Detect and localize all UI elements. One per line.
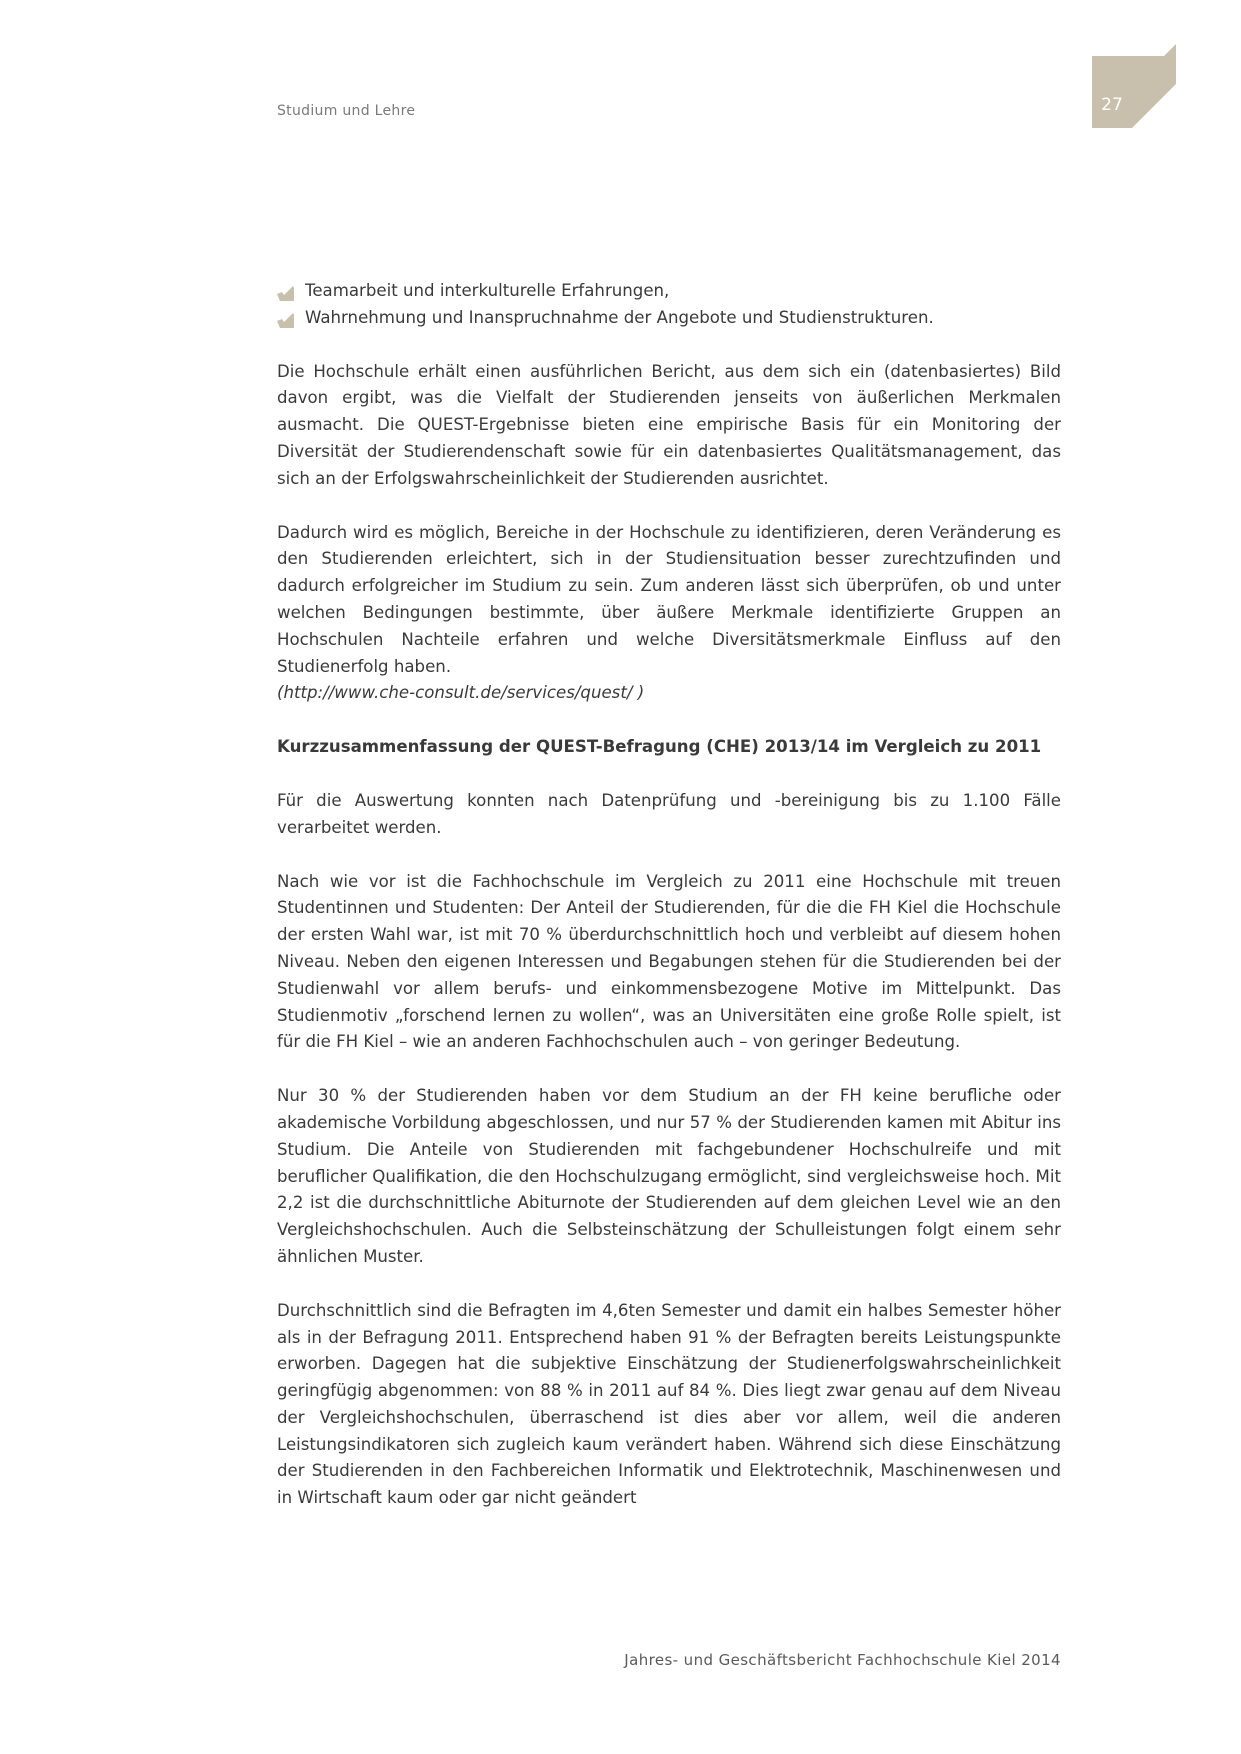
section-heading: Kurzzusammenfassung der QUEST-Befragung (CHE) 2013/14 im Vergleich zu 2011 xyxy=(277,737,1042,757)
paragraph: Für die Auswertung konnten nach Datenprüfung und -bereinigung bis zu 1.100 Fälle verarbeitet werden. xyxy=(277,790,1061,837)
running-header: Studium und Lehre xyxy=(277,103,416,119)
paragraph: Durchschnittlich sind die Befragten im 4,6ten Semester und damit ein halbes Semester höher als in der Befragung 2011. Entsprechend haben 91 % der Befragten bereits Leistungspunkte erworben. Dagegen hat die subjektive Einschätzung der Studienerfolgswahrscheinlichkeit geringfügig abgenommen: von 88 % in 2011 auf 84 %. Dies liegt zwar genau auf dem Niveau der Vergleichshochschulen, überraschend ist dies aber vor allem, weil die anderen Leistungsindikatoren sich zugleich kaum verändert haben. Während sich diese Einschätzung der Studierenden in den Fachbereichen Informatik und Elektrotechnik, Maschinenwesen und in Wirtschaft kaum oder gar nicht geändert xyxy=(277,1300,1061,1508)
page-number: 27 xyxy=(1101,95,1123,115)
check-icon xyxy=(277,283,294,299)
page-footer: Jahres- und Geschäftsbericht Fachhochschule Kiel 2014 xyxy=(624,1651,1061,1669)
source-link[interactable]: (http://www.che-consult.de/services/quest/ ) xyxy=(277,683,645,703)
bullet-text: Wahrnehmung und Inanspruchnahme der Angebote und Studienstrukturen. xyxy=(305,307,934,327)
check-icon xyxy=(277,310,294,326)
paragraph: Nur 30 % der Studierenden haben vor dem Studium an der FH keine berufliche oder akademische Vorbildung abgeschlossen, und nur 57 % der Studierenden kamen mit Abitur ins Studium. Die Anteile von Studierenden mit fachgebundener Hochschulreife und mit beruflicher Qualifikation, die den Hochschulzugang ermöglicht, sind vergleichsweise hoch. Mit 2,2 ist die durchschnittliche Abiturnote der Studierenden auf dem gleichen Level wie an den Vergleichshochschulen. Auch die Selbsteinschätzung der Schulleistungen folgt einem sehr ähnlichen Muster. xyxy=(277,1086,1061,1266)
paragraph: Dadurch wird es möglich, Bereiche in der Hochschule zu identifizieren, deren Veränderung es den Studierenden erleichtert, sich in der Studiensituation besser zurechtzufinden und dadurch erfolgreicher im Studium zu sein. Zum anderen lässt sich überprüfen, ob und unter welchen Bedingungen bestimmte, über äußere Merkmale identifizierte Gruppen an Hochschulen Nachteile erfahren und welche Diversitätsmerkmale Einfluss auf den Studienerfolg haben. xyxy=(277,522,1061,676)
page-tab-shape xyxy=(1092,44,1176,128)
paragraph: Nach wie vor ist die Fachhochschule im Vergleich zu 2011 eine Hochschule mit treuen Studentinnen und Studenten: Der Anteil der Studierenden, für die die FH Kiel die Hochschule der ersten Wahl war, ist mit 70 % überdurchschnittlich hoch und verbleibt auf diesem hohen Niveau. Neben den eigenen Interessen und Begabungen stehen für die Studierenden bei der Studienwahl vor allem berufs- und einkommensbezogene Motive im Mittelpunkt. Das Studienmotiv „forschend lernen zu wollen“, was an Universitäten eine große Rolle spielt, ist für die FH Kiel – wie an anderen Fachhochschulen auch – von geringer Bedeutung. xyxy=(277,871,1061,1052)
paragraph: Die Hochschule erhält einen ausführlichen Bericht, aus dem sich ein (datenbasiertes) Bild davon ergibt, was die Vielfalt der Studierenden jenseits von äußerlichen Merkmalen ausmacht. Die QUEST-Ergebnisse bieten eine empirische Basis für ein Monitoring der Diversität der Studierendenschaft sowie für ein datenbasiertes Qualitätsmanagement, das sich an der Erfolgswahrscheinlichkeit der Studierenden ausrichtet. xyxy=(277,361,1061,488)
main-content xyxy=(277,278,1061,1512)
page-number-tab xyxy=(1092,44,1176,128)
bullet-text: Teamarbeit und interkulturelle Erfahrungen, xyxy=(305,281,670,300)
bullet-list xyxy=(277,278,1061,332)
list-item xyxy=(277,305,1061,332)
list-item xyxy=(277,278,1061,305)
